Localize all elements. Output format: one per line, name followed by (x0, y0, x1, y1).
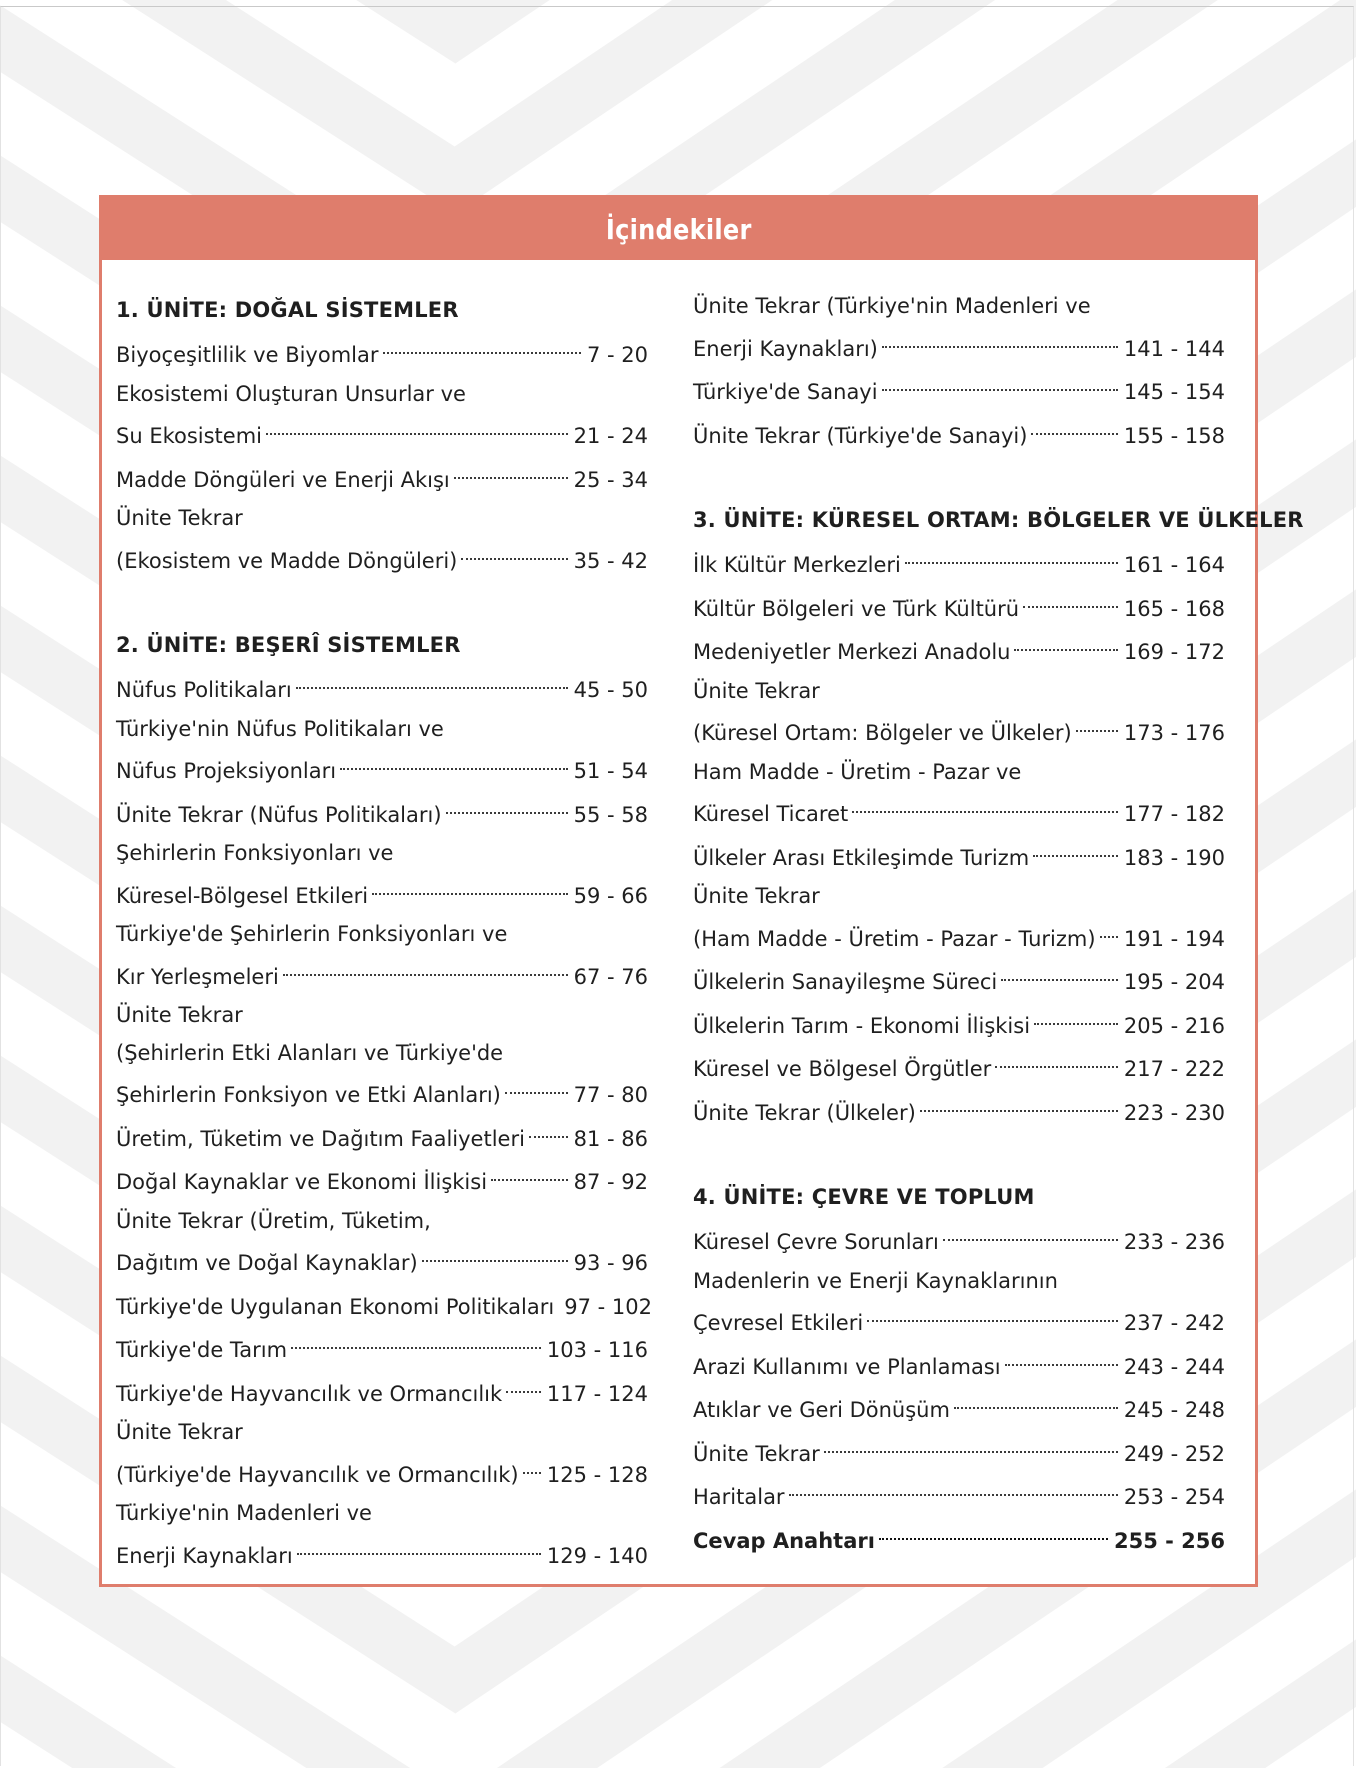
dot-leader (454, 449, 568, 479)
toc-entry[interactable] (116, 997, 648, 1110)
dot-leader (491, 1151, 568, 1181)
dot-leader (824, 1423, 1118, 1453)
page-range: 77 - 80 (573, 1083, 648, 1107)
page-range: 117 - 124 (546, 1381, 648, 1406)
dot-leader (1023, 578, 1118, 608)
toc-entry-line (693, 835, 1225, 873)
page-range: 191 - 194 (1123, 926, 1225, 951)
toc-entry[interactable] (693, 1431, 1225, 1469)
toc-entry-line (116, 792, 648, 830)
toc-entry-title: Biyoçeşitlilik ve Biyomlar (116, 343, 379, 367)
toc-entry-title: Atıklar ve Geri Dönüşüm (693, 1398, 950, 1422)
dot-leader (340, 740, 568, 770)
toc-entry[interactable] (693, 1046, 1225, 1084)
toc-entry[interactable] (116, 1284, 652, 1322)
toc-entry-title: Şehirlerin Fonksiyonları ve (116, 841, 394, 865)
page-range: 25 - 34 (573, 467, 648, 492)
toc-entry-line (693, 413, 1225, 451)
toc-entry-title: Ünite Tekrar (116, 1003, 243, 1027)
page-range: 183 - 190 (1123, 845, 1225, 870)
page-range: 169 - 172 (1123, 640, 1225, 664)
toc-entry[interactable] (693, 629, 1225, 667)
toc-entry-title: Çevresel Etkileri (693, 1311, 864, 1335)
toc-entry[interactable] (116, 376, 648, 451)
toc-entry[interactable] (116, 457, 648, 495)
toc-entry-title: Ünite Tekrar (Türkiye'de Sanayi) (693, 423, 1028, 448)
toc-entry-title: Ünite Tekrar (693, 1441, 820, 1466)
toc-entry-line (693, 878, 1225, 916)
toc-entry-line (693, 791, 1225, 829)
toc-entry-line (693, 673, 1225, 711)
unit-heading: 4. ÜNİTE: ÇEVRE VE TOPLUM (693, 1185, 1035, 1209)
page-range: 81 - 86 (573, 1126, 648, 1151)
dot-leader (283, 946, 568, 976)
toc-entry[interactable] (116, 1116, 648, 1154)
toc-entry-line (116, 1327, 648, 1365)
toc-entry-line (116, 1240, 648, 1278)
toc-entry-title: (Ekosistem ve Madde Döngüleri) (116, 548, 458, 573)
toc-entry-title: Madde Döngüleri ve Enerji Akışı (116, 467, 450, 492)
dot-leader (867, 1292, 1118, 1322)
toc-entry-title: Türkiye'de Şehirlerin Fonksiyonları ve (116, 922, 508, 946)
toc-entry[interactable] (116, 1371, 648, 1409)
dot-leader (1034, 995, 1118, 1025)
toc-entry-title: Türkiye'de Uygulanan Ekonomi Politikaları (116, 1294, 555, 1319)
page-range: 145 - 154 (1123, 380, 1225, 404)
toc-entry[interactable] (116, 667, 648, 705)
toc-entry-line (116, 873, 648, 911)
toc-entry[interactable] (116, 1495, 648, 1570)
page-range: 249 - 252 (1123, 1441, 1225, 1466)
dot-leader (506, 1363, 541, 1393)
dot-leader (296, 659, 568, 689)
toc-entry[interactable] (693, 288, 1225, 363)
page-range: 165 - 168 (1123, 596, 1225, 621)
dot-leader (995, 1038, 1118, 1068)
toc-entry-line (116, 1159, 648, 1197)
toc-entry-title: Doğal Kaynaklar ve Ekonomi İlişkisi (116, 1170, 488, 1194)
toc-entry[interactable] (693, 1474, 1225, 1512)
toc-entry-title: Küresel Ticaret (693, 802, 849, 826)
dot-leader (852, 783, 1118, 813)
toc-entry[interactable] (693, 959, 1225, 997)
toc-entry-line (116, 1035, 648, 1073)
toc-entry[interactable] (116, 1414, 648, 1489)
dot-leader (789, 1466, 1118, 1496)
toc-entry-line (693, 542, 1225, 580)
toc-entry[interactable] (693, 835, 1225, 873)
toc-entry-title: Küresel Çevre Sorunları (693, 1230, 939, 1254)
toc-entry[interactable] (693, 1387, 1225, 1425)
toc-entry-title: Küresel ve Bölgesel Örgütler (693, 1057, 992, 1081)
toc-entry-title: Ünite Tekrar (116, 1420, 243, 1444)
toc-entry-title: Ünite Tekrar (116, 506, 243, 530)
toc-entry-line (693, 369, 1225, 407)
toc-entry-line (116, 332, 648, 370)
dot-leader (297, 1525, 541, 1555)
toc-entry-title: Cevap Anahtarı (693, 1528, 875, 1553)
page-range: 45 - 50 (573, 678, 648, 702)
toc-entry-line (116, 954, 648, 992)
toc-entry-title: Ünite Tekrar (693, 678, 820, 703)
toc-entry[interactable] (116, 711, 648, 786)
page-range: 161 - 164 (1123, 553, 1225, 577)
toc-entry-title: (Şehirlerin Etki Alanları ve Türkiye'de (116, 1040, 504, 1065)
page-range: 217 - 222 (1123, 1057, 1225, 1081)
page-range: 67 - 76 (573, 964, 648, 989)
section-gap (116, 575, 648, 623)
page-range: 7 - 20 (586, 343, 648, 367)
toc-entry-line (116, 457, 648, 495)
page-range: 195 - 204 (1123, 970, 1225, 994)
toc-entry-title: Ülkelerin Sanayileşme Süreci (693, 970, 998, 994)
toc-entry-line (693, 1387, 1225, 1425)
toc-entry[interactable] (693, 542, 1225, 580)
dot-leader (383, 324, 581, 354)
unit-heading: 3. ÜNİTE: KÜRESEL ORTAM: BÖLGELER VE ÜLKELER (693, 508, 1304, 532)
dot-leader (1100, 908, 1118, 938)
toc-entry[interactable] (693, 369, 1225, 407)
dot-leader (1076, 702, 1118, 732)
page-range: 237 - 242 (1123, 1311, 1225, 1335)
page-range: 129 - 140 (546, 1543, 648, 1568)
dot-leader (291, 1319, 541, 1349)
dot-leader (523, 1444, 541, 1474)
toc-entry[interactable] (116, 1159, 648, 1197)
toc-entry[interactable] (116, 792, 648, 830)
dot-leader (954, 1379, 1118, 1409)
toc-entry-title: Küresel-Bölgesel Etkileri (116, 883, 369, 908)
page-range: 155 - 158 (1123, 423, 1225, 448)
toc-entry[interactable] (693, 1219, 1225, 1257)
toc-entry-title: Türkiye'de Sanayi (693, 380, 878, 404)
toc-entry-line (116, 500, 648, 538)
page-range: 87 - 92 (573, 1170, 648, 1194)
dot-leader (882, 318, 1118, 348)
dot-leader (266, 405, 568, 435)
page-range: 205 - 216 (1123, 1013, 1225, 1038)
toc-entry[interactable] (693, 878, 1225, 953)
toc-entry-title: Ünite Tekrar (Ülkeler) (693, 1100, 916, 1125)
toc-entry-line (693, 1300, 1225, 1338)
toc-entry[interactable] (693, 754, 1225, 829)
page-range: 243 - 244 (1123, 1354, 1225, 1379)
toc-entry-line (116, 1371, 648, 1409)
toc-entry-title: Madenlerin ve Enerji Kaynaklarının (693, 1268, 1058, 1293)
page-range: 223 - 230 (1123, 1100, 1225, 1125)
toc-entry-title: Ünite Tekrar (693, 884, 820, 908)
toc-entry-title: Ünite Tekrar (Nüfus Politikaları) (116, 802, 442, 827)
page-range: 93 - 96 (573, 1251, 648, 1275)
toc-entry-title: Ülkelerin Tarım - Ekonomi İlişkisi (693, 1013, 1031, 1038)
page-range: 125 - 128 (546, 1462, 648, 1487)
dot-leader (1033, 827, 1118, 857)
dot-leader (882, 361, 1118, 391)
toc-entry-title: Türkiye'nin Nüfus Politikaları ve (116, 716, 444, 741)
dot-leader (1031, 405, 1117, 435)
toc-header (102, 198, 1255, 260)
toc-entry-title: Medeniyetler Merkezi Anadolu (693, 640, 1011, 664)
toc-entry-line (116, 1452, 648, 1490)
toc-entry-line (116, 667, 648, 705)
unit-heading: 2. ÜNİTE: BEŞERÎ SİSTEMLER (116, 633, 461, 657)
toc-entry-line (116, 1533, 648, 1571)
toc-entry-line (693, 1003, 1225, 1041)
toc-entry[interactable] (693, 1090, 1225, 1128)
toc-entry-line (693, 1474, 1225, 1512)
toc-entry-title: Nüfus Projeksiyonları (116, 759, 337, 783)
dot-leader (372, 865, 568, 895)
toc-entry-title: Su Ekosistemi (116, 424, 263, 448)
toc-entry-line (693, 586, 1225, 624)
toc-entry[interactable] (116, 835, 648, 910)
page-range: 97 - 102 (564, 1294, 652, 1319)
toc-entry-title: (Küresel Ortam: Bölgeler ve Ülkeler) (693, 721, 1072, 745)
dot-leader (920, 1082, 1118, 1112)
toc-entry-title: Arazi Kullanımı ve Planlaması (693, 1354, 1001, 1379)
toc-entry-line (116, 748, 648, 786)
page-range: 103 - 116 (546, 1338, 648, 1362)
page-range: 35 - 42 (573, 548, 648, 573)
dot-leader (529, 1108, 568, 1138)
toc-entry-title: Ülkeler Arası Etkileşimde Turizm (693, 845, 1030, 870)
table-of-contents (99, 195, 1304, 1587)
toc-entry-line (116, 1072, 648, 1110)
toc-entry-line (116, 1284, 652, 1322)
page-range: 253 - 254 (1123, 1485, 1225, 1509)
toc-entry-title: Ekosistemi Oluşturan Unsurlar ve (116, 381, 466, 406)
toc-entry[interactable] (693, 1344, 1225, 1382)
toc-entry-title: Nüfus Politikaları (116, 678, 292, 702)
toc-entry-title: Kültür Bölgeleri ve Türk Kültürü (693, 596, 1020, 621)
toc-title: İçindekiler (605, 212, 752, 246)
page-range: 55 - 58 (573, 802, 648, 827)
page-range: 255 - 256 (1113, 1528, 1225, 1553)
toc-entry-title: Ünite Tekrar (Türkiye'nin Madenleri ve (693, 294, 1091, 318)
page-range: 233 - 236 (1123, 1230, 1225, 1254)
toc-entry[interactable] (693, 413, 1225, 451)
toc-entry-line (693, 959, 1225, 997)
toc-entry-line (693, 710, 1225, 748)
section-gap (693, 450, 1225, 498)
dot-leader (505, 1064, 568, 1094)
toc-entry[interactable] (116, 1203, 648, 1278)
toc-entry-line (116, 538, 648, 576)
toc-entry-line (116, 1116, 648, 1154)
page-range: 141 - 144 (1123, 336, 1225, 361)
toc-entry-title: Kır Yerleşmeleri (116, 964, 279, 989)
toc-entry-title: Üretim, Tüketim ve Dağıtım Faaliyetleri (116, 1126, 525, 1151)
dot-leader (461, 530, 567, 560)
toc-entry[interactable] (116, 916, 648, 991)
toc-entry-line (116, 1203, 648, 1241)
toc-entry-line (693, 629, 1225, 667)
toc-entry-line (116, 997, 648, 1035)
unit-heading: 1. ÜNİTE: DOĞAL SİSTEMLER (116, 298, 459, 322)
toc-entry-title: (Türkiye'de Hayvancılık ve Ormancılık) (116, 1462, 519, 1487)
page-range: 21 - 24 (573, 424, 648, 448)
toc-entry-line (693, 1344, 1225, 1382)
toc-entry-line (693, 1431, 1225, 1469)
dot-leader (446, 784, 568, 814)
toc-entry-line (693, 916, 1225, 954)
section-gap (693, 1127, 1225, 1175)
dot-leader (422, 1232, 568, 1262)
toc-entry-title: Ünite Tekrar (Üretim, Tüketim, (116, 1208, 431, 1233)
toc-entry-title: Şehirlerin Fonksiyon ve Etki Alanları) (116, 1083, 501, 1107)
toc-right-column (693, 288, 1304, 1555)
dot-leader (879, 1510, 1108, 1540)
page-range: 173 - 176 (1123, 721, 1225, 745)
toc-entry-line (693, 1090, 1225, 1128)
toc-entry-title: İlk Kültür Merkezleri (693, 553, 901, 577)
toc-entry-line (693, 1219, 1225, 1257)
toc-entry-line (116, 1414, 648, 1452)
toc-entry-title: (Ham Madde - Üretim - Pazar - Turizm) (693, 926, 1096, 951)
toc-entry[interactable] (693, 1003, 1225, 1041)
page-range: 177 - 182 (1123, 802, 1225, 826)
toc-entry[interactable] (693, 586, 1225, 624)
toc-entry-title: Enerji Kaynakları) (693, 336, 878, 361)
toc-entry[interactable] (116, 332, 648, 370)
toc-entry-title: Türkiye'de Tarım (116, 1338, 288, 1362)
dot-leader (1001, 951, 1118, 981)
toc-entry[interactable] (693, 673, 1225, 748)
toc-entry-title: Haritalar (693, 1485, 785, 1509)
toc-entry-line (116, 413, 648, 451)
page-range: 59 - 66 (573, 883, 648, 908)
toc-entry-title: Ham Madde - Üretim - Pazar ve (693, 759, 1022, 784)
page-range: 51 - 54 (573, 759, 648, 783)
toc-entry-line (693, 326, 1225, 364)
toc-left-column (116, 288, 652, 1570)
dot-leader (905, 534, 1118, 564)
toc-entry-title: Türkiye'nin Madenleri ve (116, 1501, 372, 1525)
toc-entry-line (693, 1046, 1225, 1084)
page-range: 245 - 248 (1123, 1398, 1225, 1422)
dot-leader (943, 1211, 1118, 1241)
toc-entry-title: Türkiye'de Hayvancılık ve Ormancılık (116, 1381, 503, 1406)
toc-entry-title: Enerji Kaynakları (116, 1543, 293, 1568)
toc-entry[interactable] (116, 500, 648, 575)
toc-entry-title: Dağıtım ve Doğal Kaynaklar) (116, 1251, 418, 1275)
dot-leader (1014, 621, 1117, 651)
toc-entry-line (693, 1518, 1225, 1556)
dot-leader (1005, 1336, 1118, 1366)
toc-entry[interactable] (693, 1263, 1225, 1338)
toc-entry[interactable] (116, 1327, 648, 1365)
toc-entry[interactable] (693, 1518, 1225, 1556)
